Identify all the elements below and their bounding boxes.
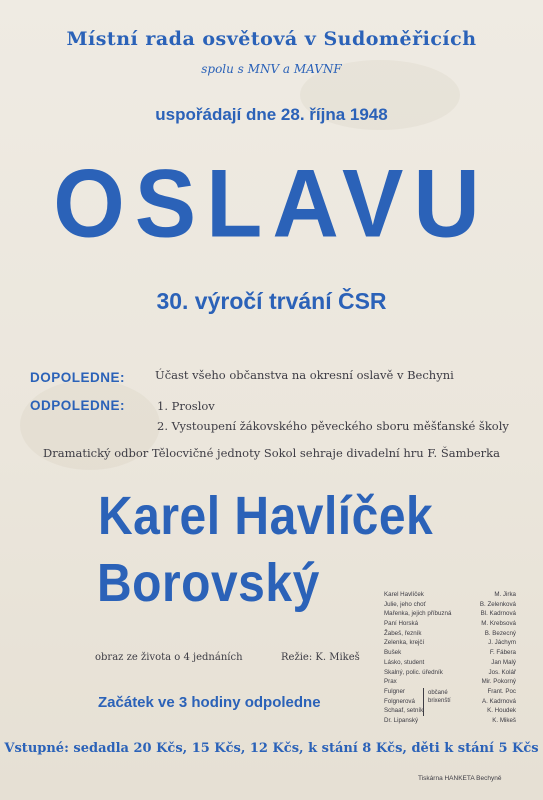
drama-announcement: Dramatický odbor Tělocvičné jednoty Sokol sehraje divadelní hru F. Šamberka [43, 446, 500, 460]
subtitle: 30. výročí trvání ČSR [156, 288, 387, 314]
afternoon-item: 1. Proslov [157, 399, 215, 413]
cast-row [384, 707, 516, 717]
cast-row [384, 630, 516, 640]
cast-list [384, 591, 516, 727]
cast-role: Mařenka, jejich příbuzná [384, 610, 452, 618]
organizer-heading: Místní rada osvětová v Sudoměřicích [66, 28, 477, 50]
cast-row [384, 639, 516, 649]
event-date-line: uspořádají dne 28. října 1948 [155, 105, 388, 124]
cast-role: Bušek [384, 649, 402, 657]
cast-role: Lásko, student [384, 658, 425, 666]
cast-role: Julie, jeho choť [384, 600, 426, 608]
cast-row [384, 678, 516, 688]
cast-actor: A. Kadrnová [481, 697, 516, 705]
cast-role: Fulgner [384, 687, 405, 695]
printer-imprint: Tiskárna HANKETA Bechyně [418, 775, 502, 782]
cast-row [384, 659, 516, 669]
cast-row [384, 601, 516, 611]
cast-actor: Jan Malý [491, 658, 516, 666]
cast-role: Skalný, polic. úředník [384, 668, 443, 676]
cast-actor: B. Bezecný [484, 629, 516, 637]
morning-label: DOPOLEDNE: [30, 370, 126, 385]
cast-actor: M. Krebsová [481, 620, 516, 628]
cast-role: Dr. Lipanský [384, 716, 419, 724]
cast-actor: K. Mikeš [492, 716, 516, 724]
cast-row [384, 717, 516, 727]
cast-actor: K. Houdek [487, 707, 516, 715]
cast-actor: F. Fábera [489, 649, 516, 657]
afternoon-item: 2. Vystoupení žákovského pěveckého sboru měšťanské školy [157, 419, 509, 433]
play-title-line-2: Borovský [97, 553, 320, 614]
cast-row [384, 610, 516, 620]
play-title-line-1: Karel Havlíček [98, 486, 434, 547]
cast-bracket-note: občané brixenští [428, 690, 451, 704]
co-organizers: spolu s MNV a MAVNF [201, 62, 342, 76]
cast-row [384, 649, 516, 659]
cast-actor: Frant. Poc [487, 687, 516, 695]
cast-role: Karel Havlíček [384, 591, 424, 598]
cast-actor: Bl. Kadrnová [480, 610, 516, 618]
cast-actor: M. Jirka [494, 591, 516, 598]
cast-row [384, 620, 516, 630]
cast-actor: B. Zelenková [479, 600, 516, 608]
cast-role: Folgnerová [384, 697, 415, 705]
cast-row [384, 591, 516, 601]
admission-prices: Vstupné: sedadla 20 Kčs, 15 Kčs, 12 Kčs, k stání 8 Kčs, děti k stání 5 Kčs [4, 741, 539, 756]
cast-actor: Jos. Kolář [488, 668, 516, 676]
cast-role: Zelenka, krejčí [384, 639, 425, 647]
director: Režie: K. Mikeš [281, 652, 360, 663]
cast-role: Paní Horská [384, 620, 419, 628]
cast-actor: J. Jáchym [488, 639, 516, 647]
start-time: Začátek ve 3 hodiny odpoledne [98, 694, 321, 711]
cast-role: Schaaf, setník [384, 707, 424, 715]
morning-text: Účast všeho občanstva na okresní oslavě v Bechyni [155, 368, 454, 382]
cast-role: Prax [384, 678, 397, 686]
main-title: OSLAVU [53, 150, 490, 258]
cast-row [384, 669, 516, 679]
cast-role: Žabeš, řezník [384, 629, 422, 637]
play-description: obraz ze života o 4 jednáních [95, 652, 243, 663]
cast-actor: Mir. Pokorný [481, 678, 516, 686]
afternoon-label: ODPOLEDNE: [30, 398, 126, 413]
